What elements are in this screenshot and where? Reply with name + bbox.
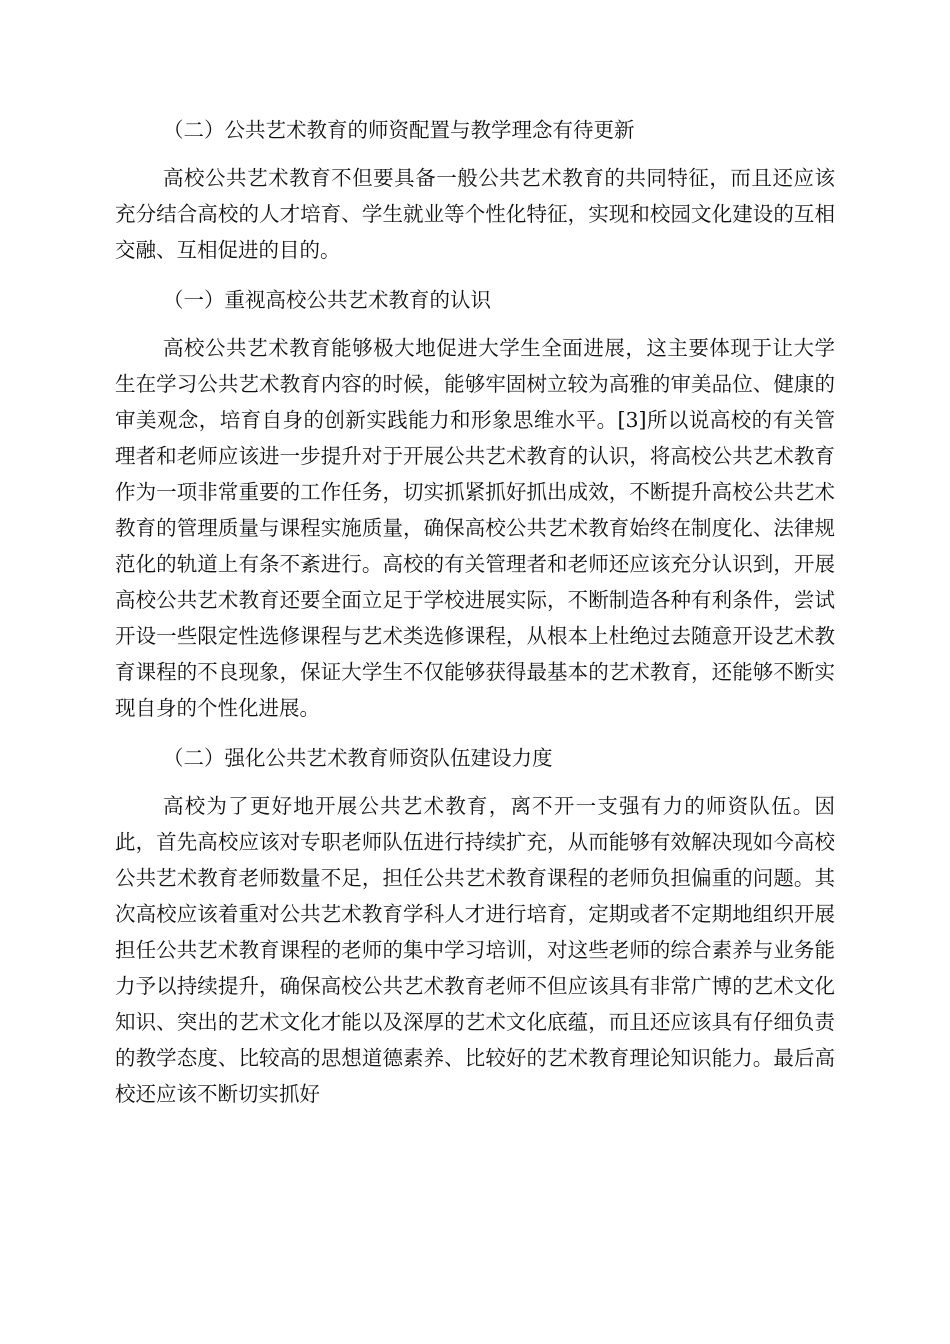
body-paragraph: 高校为了更好地开展公共艺术教育，离不开一支强有力的师资队伍。因此，首先高校应该对专职老师队伍进行持续扩充，从而能够有效解决现如今高校公共艺术教育老师数量不足，担任公共艺术教育课程的老师负担偏重的问题。其次高校应该着重对公共艺术教育学科人才进行培育，定期或者不定期地组织开展担任公共艺术教育课程的老师的集中学习培训，对这些老师的综合素养与业务能力予以持续提升，确保高校公共艺术教育老师不但应该具有非常广博的艺术文化知识、突出的艺术文化才能以及深厚的艺术文化底蕴，而且还应该具有仔细负责的教学态度、比较高的思想道德素养、比较好的艺术教育理论知识能力。最后高校还应该不断切实抓好: [115, 794, 835, 1106]
section-heading: （一）重视高校公共艺术教育的认识: [163, 288, 491, 312]
body-paragraph: 高校公共艺术教育不但要具备一般公共艺术教育的共同特征，而且还应该充分结合高校的人才培育、学生就业等个性化特征，实现和校园文化建设的互相交融、互相促进的目的。: [115, 166, 835, 262]
document-page: [115, 108, 835, 1112]
section-heading: （二）公共艺术教育的师资配置与教学理念有待更新: [163, 118, 635, 142]
section-heading: （二）强化公共艺术教育师资队伍建设力度: [163, 746, 553, 770]
body-paragraph: 高校公共艺术教育能够极大地促进大学生全面进展，这主要体现于让大学生在学习公共艺术教育内容的时候，能够牢固树立较为高雅的审美品位、健康的审美观念，培育自身的创新实践能力和形象思维水平。[3]所以说高校的有关管理者和老师应该进一步提升对于开展公共艺术教育的认识，将高校公共艺术教育作为一项非常重要的工作任务，切实抓紧抓好抓出成效，不断提升高校公共艺术教育的管理质量与课程实施质量，确保高校公共艺术教育始终在制度化、法律规范化的轨道上有条不紊进行。高校的有关管理者和老师还应该充分认识到，开展高校公共艺术教育还要全面立足于学校进展实际，不断制造各种有利条件，尝试开设一些限定性选修课程与艺术类选修课程，从根本上杜绝过去随意开设艺术教育课程的不良现象，保证大学生不仅能够获得最基本的艺术教育，还能够不断实现自身的个性化进展。: [115, 336, 835, 720]
